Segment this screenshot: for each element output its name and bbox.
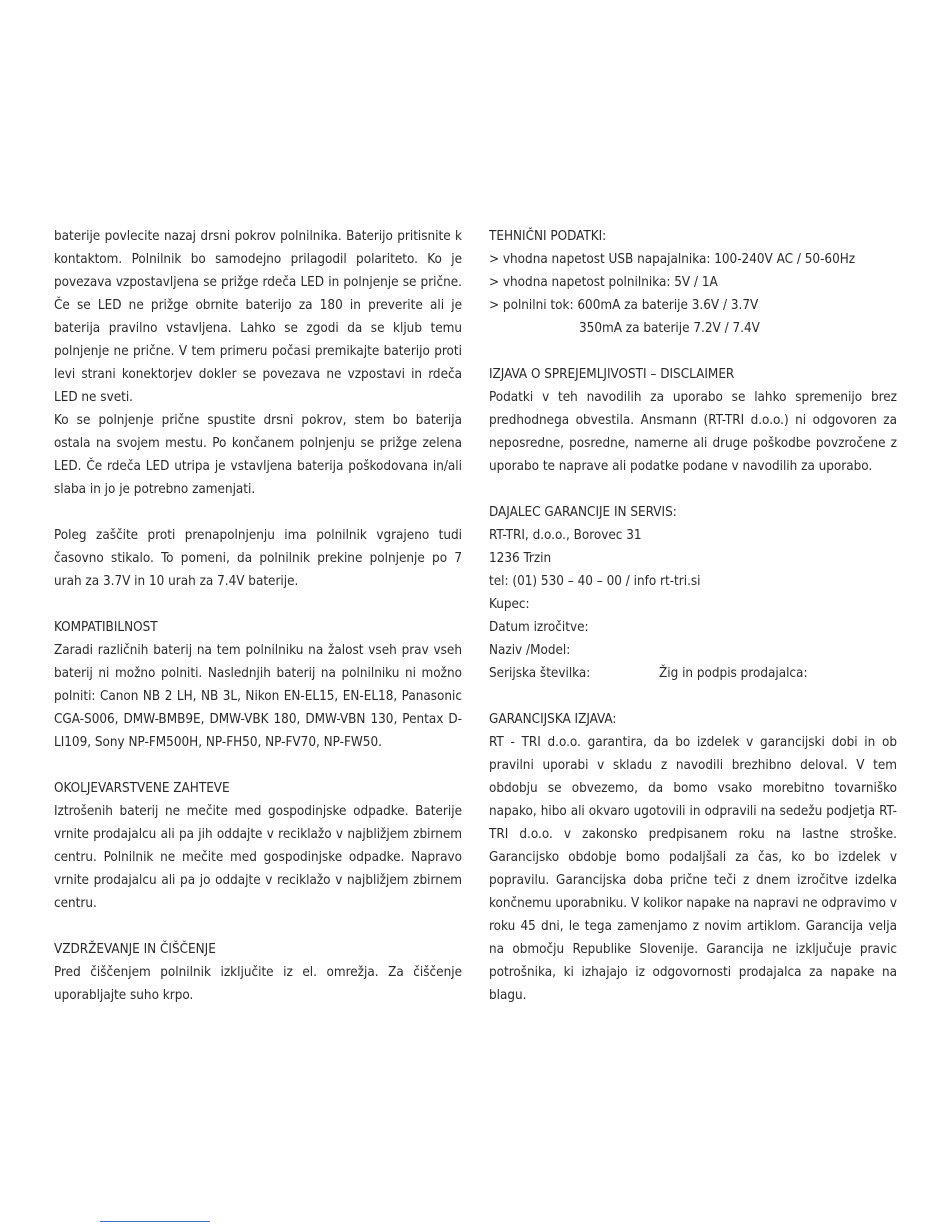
disclaimer-text: Podatki v teh navodilih za uporabo se lahko spremenijo brez predhodnega obvestila. Ansmann (RT-TRI d.o.o.) ni odgovoren za neposredne, posredne, namerne ali druge poškodbe povzročene z uporabo te naprave ali podatke podane v navodilih za uporabo. — [489, 390, 897, 474]
field-date: Datum izročitve: — [489, 620, 589, 635]
serial-stamp-row — [489, 662, 897, 685]
disclaimer-heading: IZJAVA O SPREJEMLJIVOSTI – DISCLAIMER — [489, 367, 735, 382]
maintenance-text: Pred čiščenjem polnilnik izključite iz el. omrežja. Za čiščenje uporabljajte suho krpo. — [54, 965, 462, 1003]
environment-heading: OKOLJEVARSTVENE ZAHTEVE — [54, 781, 230, 796]
field-stamp: Žig in podpis prodajalca: — [659, 666, 808, 681]
right-column — [489, 225, 897, 1007]
maintenance-heading: VZDRŽEVANJE IN ČIŠČENJE — [54, 942, 216, 957]
tech-current-2: 350mA za baterije 7.2V / 7.4V — [579, 321, 760, 336]
field-serial: Serijska številka: — [489, 666, 591, 681]
service-contact: tel: (01) 530 – 40 – 00 / info rt-tri.si — [489, 574, 701, 589]
tech-heading: TEHNIČNI PODATKI: — [489, 229, 607, 244]
warranty-heading: GARANCIJSKA IZJAVA: — [489, 712, 617, 727]
field-model: Naziv /Model: — [489, 643, 571, 658]
field-buyer: Kupec: — [489, 597, 530, 612]
charging-status-paragraph: Ko se polnjenje prične spustite drsni pokrov, stem bo baterija ostala na svojem mestu. Po končanem polnjenju se prižge zelena LED. Če rdeča LED utripa je vstavljena baterija poškodovana in/ali slaba in jo je potrebno zamenjati. — [54, 413, 462, 497]
tech-current-1: > polnilni tok: 600mA za baterije 3.6V / 3.7V — [489, 298, 759, 313]
tech-input-usb: > vhodna napetost USB napajalnika: 100-240V AC / 50-60Hz — [489, 252, 856, 267]
timer-paragraph: Poleg zaščite proti prenapolnjenju ima polnilnik vgrajeno tudi časovno stikalo. To pomeni, da polnilnik prekine polnjenje po 7 urah za 3.7V in 10 urah za 7.4V baterije. — [54, 528, 462, 589]
compatibility-heading: KOMPATIBILNOST — [54, 620, 158, 635]
left-column — [54, 225, 462, 1007]
service-address: RT-TRI, d.o.o., Borovec 31 — [489, 528, 642, 543]
warranty-text: RT - TRI d.o.o. garantira, da bo izdelek v garancijski dobi in ob pravilni uporabi v skladu z navodili brezhibno deloval. V tem obdobju se obvezemo, da bomo vsako morebitno tovarniško napako, hibo ali okvaro ugotovili in odpravili na sedežu podjetja RT- TRI d.o.o. v zakonsko predpisanem roku na lastne stroške. Garancijsko obdobje bomo podaljšali za čas, ko bo izdelek v popravilu. Garancijska doba prične teči z dnem izročitve izdelka končnemu uporabniku. V kolikor napake na napravi ne odpravimo v roku 45 dni, le tega zamenjamo z novim artiklom. Garancija velja na območju Republike Slovenije. Garancija ne izključuje pravic potrošnika, ki izhajajo iz odgovornosti prodajalca za napake na blagu. — [489, 735, 897, 1003]
tech-input-charger: > vhodna napetost polnilnika: 5V / 1A — [489, 275, 718, 290]
compatibility-text: Zaradi različnih baterij na tem polnilniku na žalost vseh prav vseh baterij ni možno polniti. Naslednjih baterij na polnilniku ni možno polniti: Canon NB 2 LH, NB 3L, Nikon EN-EL15, EN-EL18, Panasonic CGA-S006, DMW-BMB9E, DMW-VBK 180, DMW-VBN 130, Pentax D-LI109, Sony NP-FM500H, NP-FH50, NP-FV70, NP-FW50. — [54, 643, 462, 750]
charging-instructions: baterije povlecite nazaj drsni pokrov polnilnika. Baterijo pritisnite k kontaktom. Polnilnik bo samodejno prilagodil polariteto. Ko je povezava vzpostavljena se prižge rdeča LED in polnjenje se prične. Če se LED ne prižge obrnite baterijo za 180 in preverite ali je baterija pravilno vstavljena. Lahko se zgodi da se kljub temu polnjenje ne prične. V tem primeru počasi premikajte baterijo proti levi strani konektorjev dokler se povezava ne vzpostavi in rdeča LED ne sveti. — [54, 229, 462, 405]
environment-text: Iztrošenih baterij ne mečite med gospodinjske odpadke. Baterije vrnite prodajalcu ali pa jih oddajte v reciklažo v najbližjem zbirnem centru. Polnilnik ne mečite med gospodinjske odpadke. Napravo vrnite prodajalcu ali pa jo oddajte v reciklažo v najbližjem zbirnem centru. — [54, 804, 462, 911]
service-city: 1236 Trzin — [489, 551, 552, 566]
service-heading: DAJALEC GARANCIJE IN SERVIS: — [489, 505, 677, 520]
footer-rule — [100, 1221, 210, 1222]
